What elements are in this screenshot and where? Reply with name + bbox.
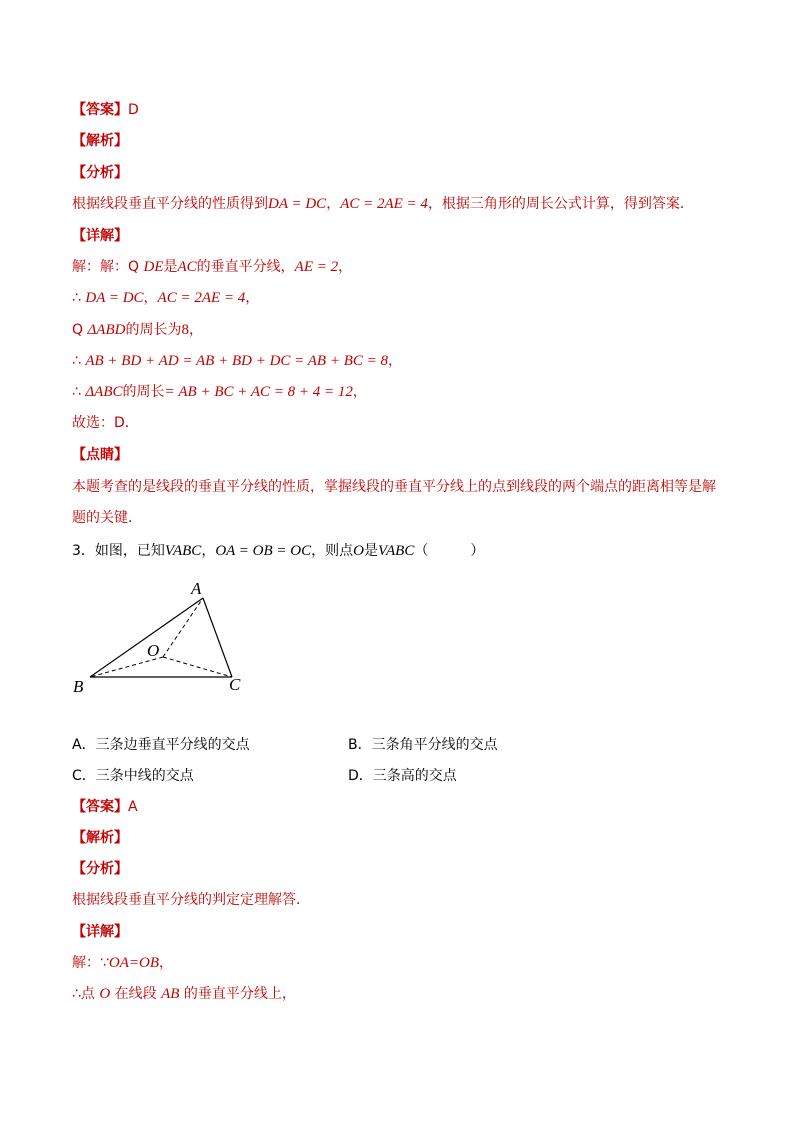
detail-line-5 — [72, 382, 367, 402]
q3-text-a: 3．如图，已知 — [72, 543, 165, 559]
d3-math-2: 8 — [181, 322, 189, 338]
detail2-line-1 — [72, 953, 173, 973]
d1-text-b: 是 — [163, 259, 178, 275]
label-a: A — [191, 579, 202, 598]
q3-math-2: OA = OB = OC — [215, 543, 312, 559]
d3-text-b: 的周长为 — [125, 322, 182, 338]
analysis-tag: 【解析】 — [72, 133, 128, 149]
d4-math: AB + BD + AD = AB + BD + DC = AB + BC = 8 — [85, 353, 388, 369]
option-c[interactable]: C．三条中线的交点 — [72, 768, 194, 784]
d2-text-b: ， — [143, 290, 158, 306]
option-b[interactable]: B．三条角平分线的交点 — [348, 737, 498, 753]
edge-ac — [203, 598, 232, 677]
b2d2-math-1: O — [99, 986, 111, 1002]
option-a[interactable]: A．三条边垂直平分线的交点 — [72, 737, 250, 753]
b2d1-text-a: 解：∵ — [72, 955, 109, 971]
d4-text-b: ， — [388, 353, 402, 369]
d1-math-2: AC — [177, 259, 197, 275]
d3-text-c: ， — [188, 322, 203, 338]
fenxi-tag: 【分析】 — [72, 165, 128, 181]
label-o: O — [147, 641, 160, 660]
d5-text-a: ∴ — [72, 384, 86, 400]
q3-math-4: VABC — [377, 543, 415, 559]
segment-oa — [163, 598, 203, 657]
q3-text-c: ，则点 — [311, 543, 354, 559]
answer-tag: 【答案】 — [72, 102, 128, 118]
d2-math-2: AC = 2AE = 4 — [157, 290, 246, 306]
dianjing-line-1: 本题考查的是线段的垂直平分线的性质，掌握线段的垂直平分线上的点到线段的两个端点的距离相等是解 — [72, 479, 716, 495]
q3-text-e: （ ） — [414, 543, 485, 559]
b2d2-text-c: 的垂直平分线上， — [179, 986, 296, 1002]
d1-math-3: AE = 2 — [294, 259, 339, 275]
d5-text-b: 的周长 — [122, 384, 165, 400]
d1-text-c: 的垂直平分线， — [196, 259, 295, 275]
label-c: C — [229, 675, 241, 694]
fenxi-text — [72, 194, 694, 214]
detail-line-3 — [72, 320, 203, 340]
q3-text-d: 是 — [363, 543, 378, 559]
q3-math-1: VABC — [164, 543, 202, 559]
triangle-figure — [60, 570, 260, 700]
q3-text-b: ， — [201, 543, 216, 559]
b2d2-text-a: ∴点 — [72, 986, 100, 1002]
fenxi-text-b: ， — [326, 196, 341, 212]
d5-math-1: ΔABC — [85, 384, 123, 400]
d3-text-a: Q — [72, 322, 88, 338]
b2d1-text-b: ， — [159, 955, 174, 971]
answer-tag-2: 【答案】 — [72, 799, 128, 815]
b2d2-math-2: AB — [161, 986, 180, 1002]
d1-text-a: 解：解：Q — [72, 259, 144, 275]
edge-ab — [90, 598, 203, 677]
d3-math-1: ΔABD — [87, 322, 126, 338]
b2d1-math: OA=OB — [108, 955, 160, 971]
d1-text-d: ， — [338, 259, 353, 275]
detail-line-1 — [72, 257, 352, 277]
detail-line-4 — [72, 351, 402, 371]
analysis-tag-2: 【解析】 — [72, 830, 128, 846]
detail2-line-2 — [72, 984, 296, 1004]
question-3 — [72, 541, 484, 561]
d5-math-2: = AB + BC + AC = 8 + 4 = 12 — [164, 384, 353, 400]
q3-math-3: O — [353, 543, 364, 559]
fenxi-math-2: AC = 2AE = 4 — [340, 196, 428, 212]
answer-value: D — [128, 102, 139, 118]
detail-tag: 【详解】 — [72, 228, 128, 244]
detail-line-6: 故选：D． — [72, 415, 139, 431]
fenxi-text-a: 根据线段垂直平分线的性质得到 — [72, 196, 268, 212]
label-b: B — [73, 677, 84, 696]
b2d2-text-b: 在线段 — [110, 986, 162, 1002]
option-d[interactable]: D．三条高的交点 — [348, 768, 457, 784]
answer-line — [72, 100, 139, 120]
d4-text-a: ∴ — [72, 353, 86, 369]
fenxi-text-c: ，根据三角形的周长公式计算，得到答案． — [427, 196, 694, 212]
segment-oc — [163, 657, 232, 677]
fenxi-math-1: DA = DC — [268, 196, 327, 212]
d1-math-1: DE — [143, 259, 164, 275]
answer-line-2 — [72, 797, 138, 817]
d2-text-c: ， — [245, 290, 260, 306]
d2-text-a: ∴ — [72, 290, 86, 306]
fenxi-text-2: 根据线段垂直平分线的判定定理解答． — [72, 892, 310, 908]
fenxi-tag-2: 【分析】 — [72, 861, 128, 877]
d2-math-1: DA = DC — [85, 290, 144, 306]
answer-value-2: A — [128, 799, 138, 815]
detail-line-2 — [72, 288, 259, 308]
dianjing-tag: 【点睛】 — [72, 447, 128, 463]
detail-tag-2: 【详解】 — [72, 924, 128, 940]
d5-text-c: ， — [352, 384, 367, 400]
dianjing-line-2: 题的关键． — [72, 510, 142, 526]
segment-ob — [90, 657, 163, 677]
